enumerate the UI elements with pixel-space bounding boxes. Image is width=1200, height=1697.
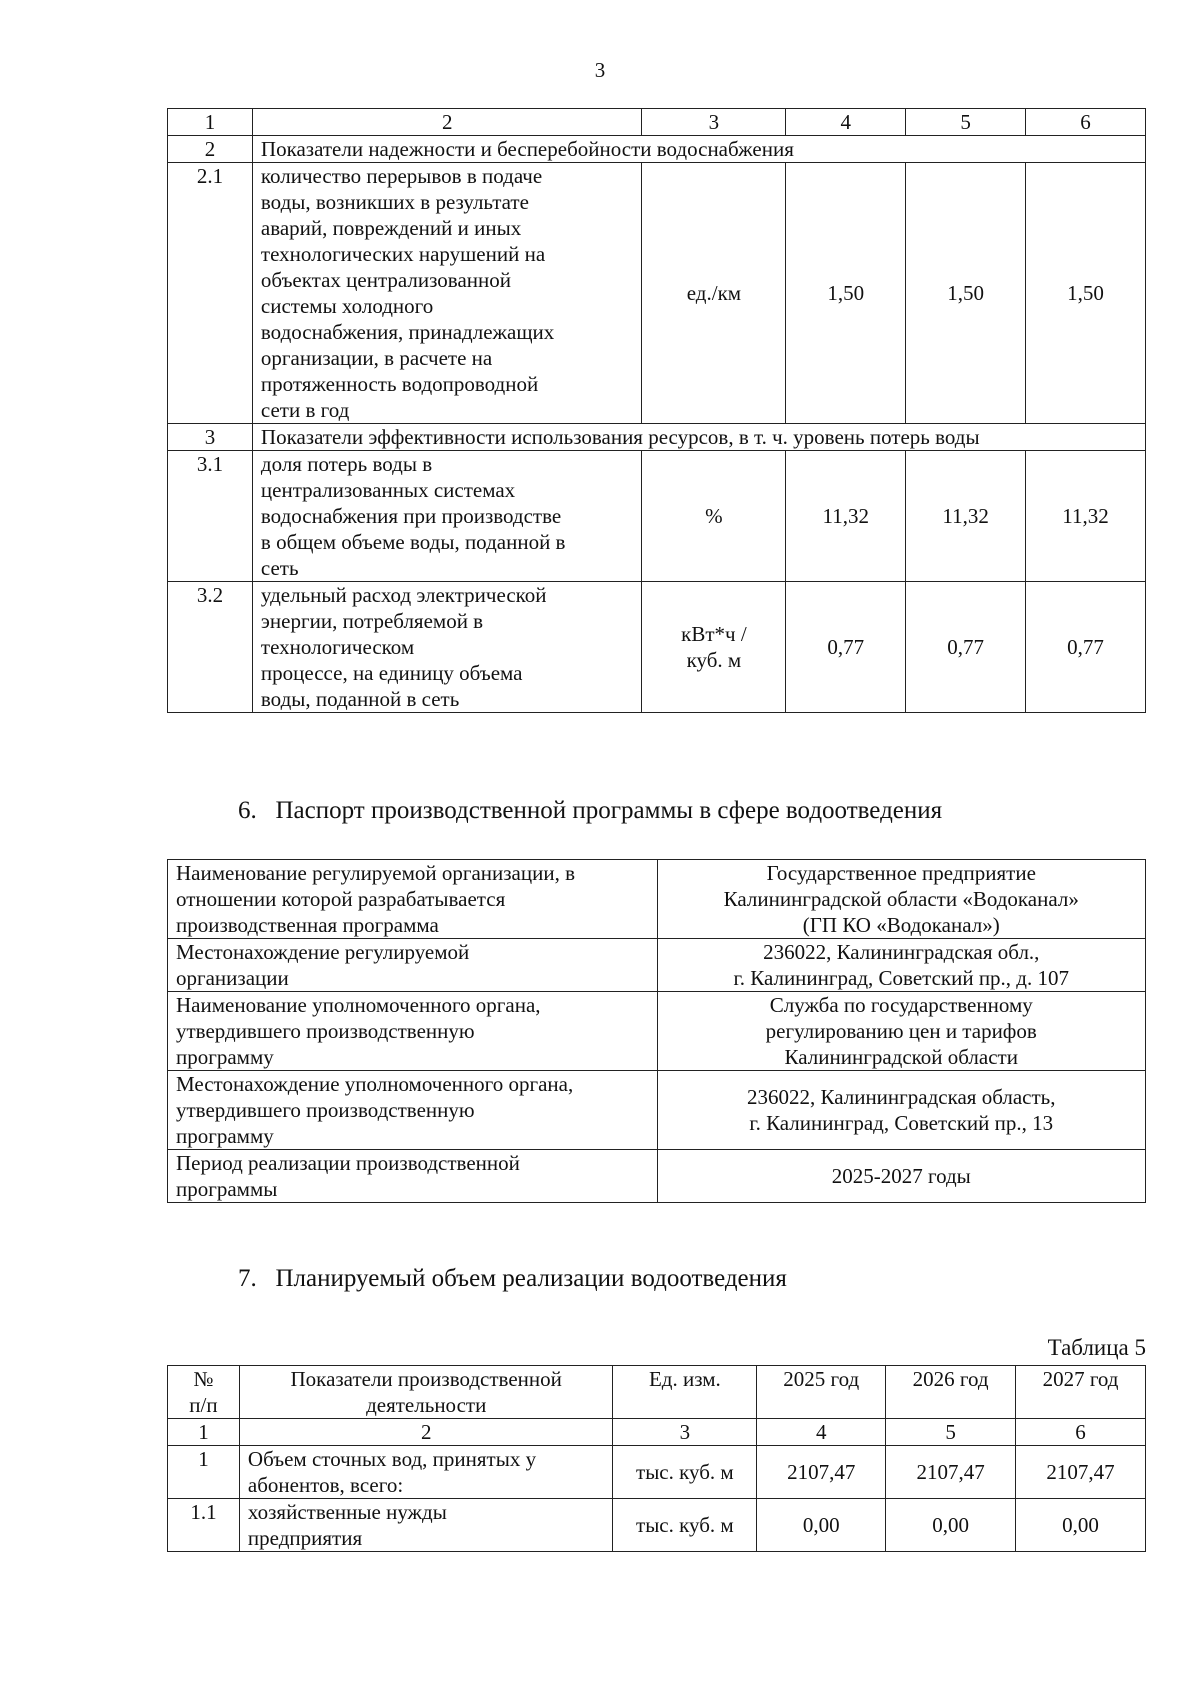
text-line: централизованных системах — [260, 478, 516, 502]
table-cell: 1 — [168, 109, 253, 136]
unit-cell: % — [642, 451, 786, 582]
text-line: программу — [176, 1045, 274, 1069]
value-cell: 0,77 — [1026, 582, 1146, 713]
passport-value — [657, 992, 1146, 1071]
text-line: г. Калининград, Советский пр., 13 — [749, 1111, 1054, 1135]
table-row — [168, 582, 1146, 713]
value-cell: 0,00 — [1016, 1499, 1146, 1552]
section-row — [168, 136, 1146, 163]
text-line: объектах централизованной — [260, 268, 511, 292]
text-line: в общем объеме воды, поданной в — [260, 530, 566, 554]
text-line: программы — [176, 1177, 278, 1201]
section-number: 3 — [168, 424, 253, 451]
indicators-table — [167, 108, 1146, 713]
text-line: Наименование регулируемой организации, в — [176, 861, 576, 885]
passport-label — [168, 939, 658, 992]
text-line: доля потерь воды в — [260, 452, 433, 476]
row-number: 3.1 — [168, 451, 253, 582]
text-line: абонентов, всего: — [247, 1473, 404, 1497]
passport-label — [168, 1150, 658, 1203]
text-line: Объем сточных вод, принятых у — [247, 1447, 537, 1471]
text-line: аварий, повреждений и иных — [260, 216, 522, 240]
text-line: водоснабжения, принадлежащих — [260, 320, 555, 344]
unit-cell: тыс. куб. м — [613, 1499, 757, 1552]
value-cell: 11,32 — [786, 451, 906, 582]
table-header-row — [168, 1366, 1146, 1419]
table-row — [168, 1150, 1146, 1203]
text-line: 236022, Калининградская область, — [746, 1085, 1056, 1109]
row-number: 2.1 — [168, 163, 253, 424]
table-row — [168, 939, 1146, 992]
indicator-name — [252, 163, 642, 424]
passport-label — [168, 860, 658, 939]
passport-value — [657, 1071, 1146, 1150]
value-cell: 0,77 — [906, 582, 1026, 713]
text-line: предприятия — [247, 1526, 363, 1550]
table-caption: Таблица 5 — [1047, 1335, 1146, 1360]
section-title: Показатели эффективности использования ресурсов, в т. ч. уровень потерь воды — [252, 424, 1145, 451]
text-line: энергии, потребляемой в — [260, 609, 484, 633]
value-cell: 1,50 — [786, 163, 906, 424]
text-line: водоснабжения при производстве — [260, 504, 562, 528]
section-number: 2 — [168, 136, 253, 163]
text-line: технологическом — [260, 635, 415, 659]
header-cell: 2025 год — [757, 1366, 886, 1419]
indicator-name — [239, 1446, 613, 1499]
indicator-name — [239, 1499, 613, 1552]
value-cell: 0,00 — [757, 1499, 886, 1552]
value-cell: 1,50 — [1026, 163, 1146, 424]
text-line: Калининградской области «Водоканал» — [723, 887, 1079, 911]
table-row — [168, 451, 1146, 582]
wastewater-volume-table — [167, 1365, 1146, 1552]
passport-value — [657, 860, 1146, 939]
section-row — [168, 424, 1146, 451]
row-number: 3.2 — [168, 582, 253, 713]
indicator-name — [252, 451, 642, 582]
page-number: 3 — [594, 58, 606, 82]
text-line: Калининградской области — [784, 1045, 1018, 1069]
text-line: технологических нарушений на — [260, 242, 546, 266]
table-row — [168, 860, 1146, 939]
table-header-row — [168, 109, 1146, 136]
text-line: воды, возникших в результате — [260, 190, 529, 214]
text-line: г. Калининград, Советский пр., д. 107 — [733, 966, 1069, 990]
text-line: Местонахождение уполномоченного органа, — [176, 1072, 574, 1096]
value-cell: 2107,47 — [1016, 1446, 1146, 1499]
row-number: 1 — [168, 1446, 240, 1499]
table-cell: 3 — [613, 1419, 757, 1446]
text-line: процессе, на единицу объема — [260, 661, 523, 685]
passport-value — [657, 1150, 1146, 1203]
passport-label — [168, 1071, 658, 1150]
value-cell: 0,77 — [786, 582, 906, 713]
passport-table — [167, 859, 1146, 1203]
text-line: Период реализации производственной — [176, 1151, 520, 1175]
text-line: п/п — [189, 1393, 218, 1417]
text-line: утвердившего производственную — [176, 1019, 475, 1043]
table-cell: 4 — [786, 109, 906, 136]
text-line: количество перерывов в подаче — [260, 164, 543, 188]
text-line: Показатели производственной — [290, 1367, 562, 1391]
text-line: (ГП КО «Водоканал») — [802, 913, 1000, 937]
header-cell — [168, 1366, 240, 1419]
text-line: № — [193, 1367, 214, 1391]
unit-cell: ед./км — [642, 163, 786, 424]
text-line: Служба по государственному — [769, 993, 1033, 1017]
text-line: Местонахождение регулируемой — [176, 940, 470, 964]
section-title: Показатели надежности и бесперебойности водоснабжения — [252, 136, 1145, 163]
header-cell: Ед. изм. — [613, 1366, 757, 1419]
table-cell: 4 — [757, 1419, 886, 1446]
text-line: производственная программа — [176, 913, 439, 937]
text-line: удельный расход электрической — [260, 583, 547, 607]
text-line: регулированию цен и тарифов — [765, 1019, 1037, 1043]
text-line: программу — [176, 1124, 274, 1148]
table-cell: 5 — [906, 109, 1026, 136]
text-line: Наименование уполномоченного органа, — [176, 993, 541, 1017]
text-line: системы холодного — [260, 294, 434, 318]
value-cell: 2107,47 — [886, 1446, 1016, 1499]
text-line: куб. м — [686, 648, 742, 672]
value-cell: 11,32 — [1026, 451, 1146, 582]
table-cell: 2 — [252, 109, 642, 136]
header-cell: 2027 год — [1016, 1366, 1146, 1419]
text-line: 2025-2027 годы — [831, 1164, 971, 1188]
table-cell: 2 — [239, 1419, 613, 1446]
table-cell: 6 — [1026, 109, 1146, 136]
table-row — [168, 1499, 1146, 1552]
text-line: утвердившего производственную — [176, 1098, 475, 1122]
unit-cell: тыс. куб. м — [613, 1446, 757, 1499]
table-row — [168, 1071, 1146, 1150]
value-cell: 0,00 — [886, 1499, 1016, 1552]
value-cell: 2107,47 — [757, 1446, 886, 1499]
unit-cell — [642, 582, 786, 713]
header-cell: 2026 год — [886, 1366, 1016, 1419]
text-line: организации — [176, 966, 289, 990]
section-7-heading: 7. Планируемый объем реализации водоотведения — [238, 1265, 787, 1292]
section-6-heading: 6. Паспорт производственной программы в сфере водоотведения — [238, 797, 943, 824]
table-row — [168, 163, 1146, 424]
table-cell: 1 — [168, 1419, 240, 1446]
header-cell — [239, 1366, 613, 1419]
value-cell: 1,50 — [906, 163, 1026, 424]
indicator-name — [252, 582, 642, 713]
text-line: Государственное предприятие — [766, 861, 1036, 885]
table-cell: 6 — [1016, 1419, 1146, 1446]
row-number: 1.1 — [168, 1499, 240, 1552]
text-line: деятельности — [366, 1393, 487, 1417]
text-line: организации, в расчете на — [260, 346, 493, 370]
text-line: отношении которой разрабатывается — [176, 887, 506, 911]
value-cell: 11,32 — [906, 451, 1026, 582]
table-row — [168, 992, 1146, 1071]
table-row — [168, 1446, 1146, 1499]
text-line: сети в год — [260, 398, 350, 422]
column-number-row — [168, 1419, 1146, 1446]
text-line: сеть — [260, 556, 299, 580]
text-line: кВт*ч / — [681, 622, 747, 646]
text-line: протяженность водопроводной — [260, 372, 539, 396]
passport-value — [657, 939, 1146, 992]
table-cell: 5 — [886, 1419, 1016, 1446]
text-line: хозяйственные нужды — [247, 1500, 447, 1524]
text-line: воды, поданной в сеть — [260, 687, 460, 711]
table-cell: 3 — [642, 109, 786, 136]
passport-label — [168, 992, 658, 1071]
text-line: 236022, Калининградская обл., — [763, 940, 1040, 964]
